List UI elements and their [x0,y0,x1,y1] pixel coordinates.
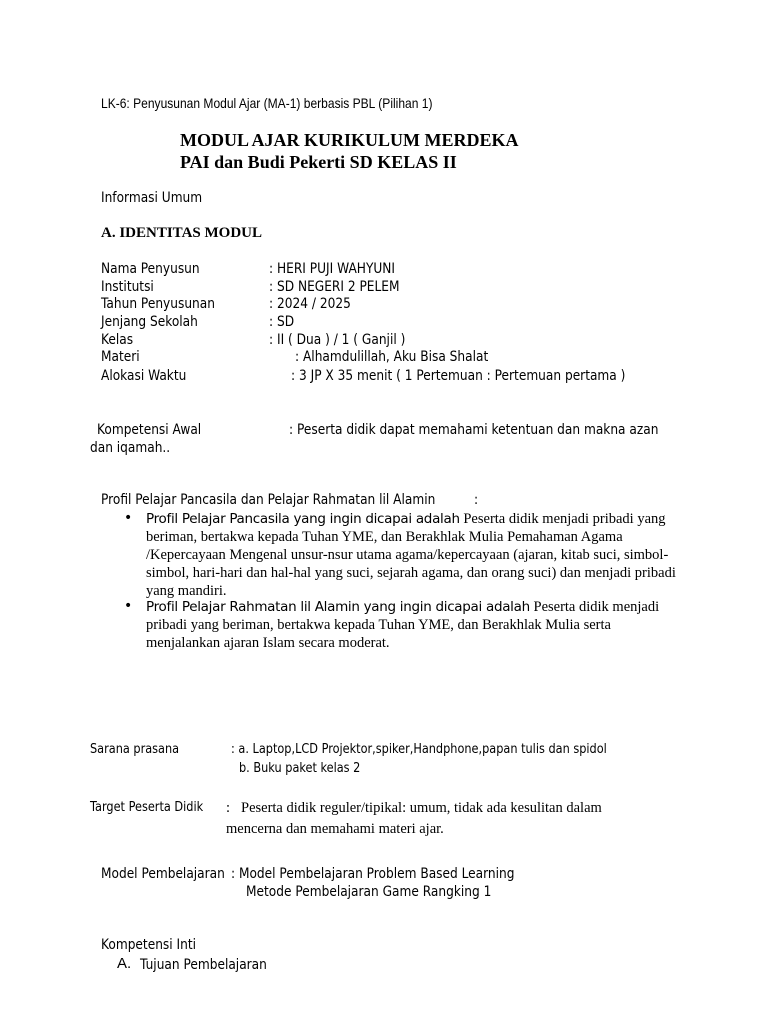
label-kompetensi-inti: Kompetensi Inti [101,937,196,953]
label-model: Model Pembelajaran [101,866,225,882]
profil-rahmatan-lead: Profil Pelajar Rahmatan lil Alamin yang ingin dicapai adalah [146,599,530,615]
value-institusi: : SD NEGERI 2 PELEM [269,279,400,295]
value-target-line1: Peserta didik reguler/tipikal: umum, tidak ada kesulitan dalam [241,800,602,816]
value-sarana-b: b. Buku paket kelas 2 [239,761,361,776]
label-kompetensi-awal: Kompetensi Awal [97,422,202,438]
profil-pancasila-item [146,510,686,600]
subsection-tujuan: Tujuan Pembelajaran [140,957,267,973]
profil-pancasila-lead: Profil Pelajar Pancasila yang ingin dicapai adalah [146,511,460,527]
module-subtitle: PAI dan Budi Pekerti SD KELAS II [180,152,457,172]
value-kompetensi-awal-continued: dan iqamah.. [90,440,171,456]
value-model: : Model Pembelajaran Problem Based Learning [231,866,515,882]
worksheet-label: LK-6: Penyusunan Modul Ajar (MA-1) berbasis PBL (Pilihan 1) [101,95,433,111]
general-info-heading: Informasi Umum [101,190,203,206]
value-metode: Metode Pembelajaran Game Rangking 1 [246,884,492,900]
label-tahun: Tahun Penyusunan [101,296,215,312]
label-alokasi: Alokasi Waktu [101,368,187,384]
profil-heading: Profil Pelajar Pancasila dan Pelajar Rahmatan lil Alamin [101,492,436,508]
bullet-icon: • [124,510,133,526]
label-target: Target Peserta Didik [90,800,204,815]
profil-rahmatan-item [146,598,686,652]
value-kelas: : II ( Dua ) / 1 ( Ganjil ) [269,332,406,348]
label-kelas: Kelas [101,332,134,348]
label-sarana: Sarana prasana [90,742,180,757]
profil-pancasila-text: Peserta didik menjadi pribadi yang beriman, bertakwa kepada Tuhan YME, dan Berakhlak Mulia Pemahaman Agama /Kepercayaan Mengenal unsur-nsur utama agama/kepercayaan (ajaran, kitab suci, simbol-simbol, hari-hari dan hal-hal yang suci, sejarah agama, dan orang suci) dan menjadi pribadi yang mandiri. [146,511,676,599]
label-jenjang: Jenjang Sekolah [101,314,198,330]
value-kompetensi-awal: : Peserta didik dapat memahami ketentuan dan makna azan [289,422,659,438]
profil-colon: : [474,492,479,508]
subsection-letter: A. [117,955,132,972]
value-nama-penyusun: : HERI PUJI WAHYUNI [269,261,396,277]
label-institusi: Institutsi [101,279,154,295]
value-jenjang: : SD [269,314,295,330]
profil-rahmatan-text: Peserta didik menjadi pribadi yang beriman, bertakwa kepada Tuhan YME, dan Berakhlak Mulia serta menjalankan ajaran Islam secara moderat. [146,599,660,651]
value-target-line2: mencerna dan memahami materi ajar. [226,821,444,837]
label-nama-penyusun: Nama Penyusun [101,261,200,277]
module-title: MODUL AJAR KURIKULUM MERDEKA [180,130,519,150]
target-colon: : [226,800,231,816]
value-sarana-a: : a. Laptop,LCD Projektor,spiker,Handphone,papan tulis dan spidol [231,742,607,757]
value-materi: : Alhamdulillah, Aku Bisa Shalat [295,349,489,365]
value-tahun: : 2024 / 2025 [269,296,351,312]
label-materi: Materi [101,349,140,365]
bullet-icon: • [124,598,133,614]
section-identitas-heading: A. IDENTITAS MODUL [101,225,262,241]
value-alokasi: : 3 JP X 35 menit ( 1 Pertemuan : Pertemuan pertama ) [291,368,626,384]
